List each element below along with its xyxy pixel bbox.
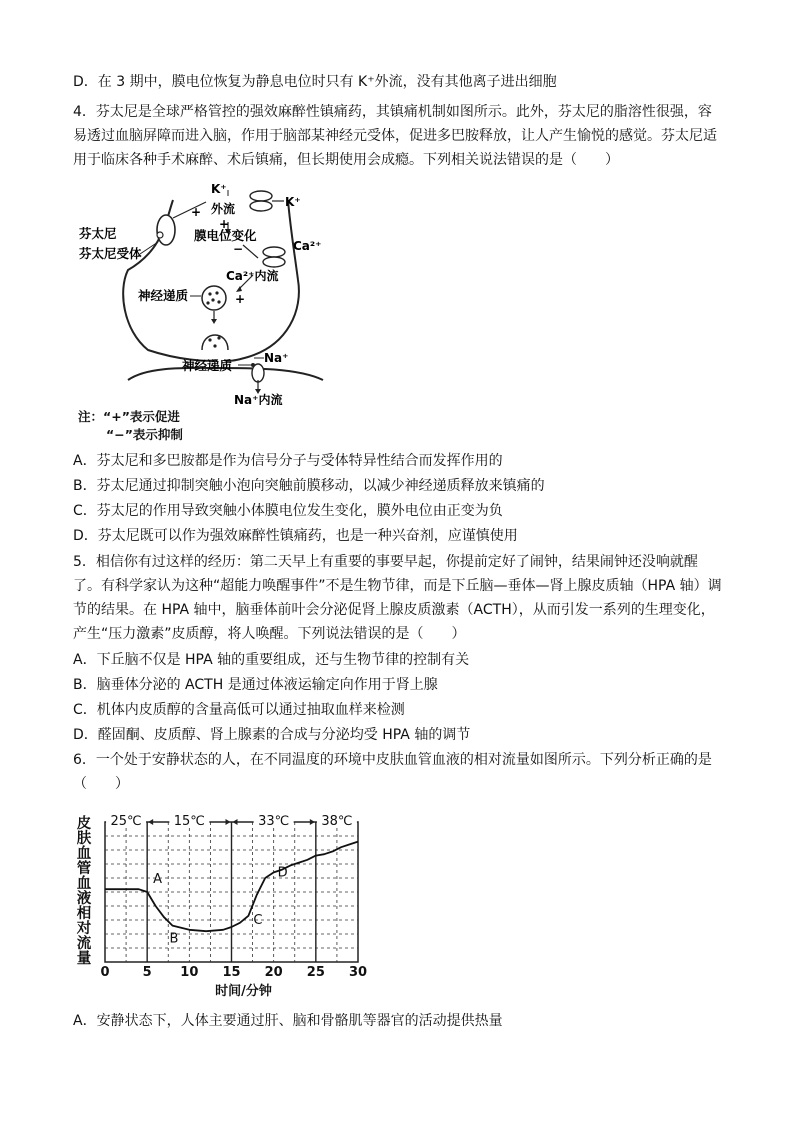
y-axis-label-char: 流	[76, 936, 92, 952]
ca-ion-label: Ca²⁺	[293, 239, 322, 253]
option-d-q3: D．在 3 期中，膜电位恢复为静息电位时只有 K⁺外流，没有其他离子进出细胞	[73, 74, 557, 90]
x-tick-label: 30	[348, 965, 368, 980]
q5-option-c: C．机体内皮质醇的含量高低可以通过抽取血样来检测	[73, 702, 405, 718]
na-ion-label: Na⁺	[264, 351, 289, 365]
band-arrow-left	[233, 819, 238, 825]
q6-option-a: A．安静状态下，人体主要通过肝、脑和骨骼肌等器官的活动提供热量	[73, 1013, 503, 1029]
question-5-stem: 5．相信你有过这样的经历：第二天早上有重要的事要早起，你提前定好了闹钟，结果闹钟还没响就醒了。有科学家认为这种“超能力唤醒事件”不是生物节律，而是下丘脑—垂体—肾上腺皮质轴（HPA 轴）调节的结果。在 HPA 轴中，脑垂体前叶会分泌促肾上腺皮质激素（ACTH），从而引发一系列的生理变化，产生“压力激素”皮质醇，将人唤醒。下列说法错误的是（ ）	[73, 554, 722, 642]
y-axis-label-char: 液	[76, 891, 92, 907]
x-tick-label: 20	[264, 965, 283, 980]
question-6-stem: 6．一个处于安静状态的人，在不同温度的环境中皮肤血管血液的相对流量如图所示。下列分析正确的是（ ）	[73, 752, 712, 792]
y-axis-label-char: 对	[76, 921, 92, 937]
skin-blood-flow-chart	[72, 808, 372, 1000]
temperature-band-label: 38℃	[321, 814, 353, 829]
y-axis-label-char: 血	[76, 876, 92, 892]
x-axis-label: 时间/分钟	[215, 984, 272, 999]
k-efflux-label: 外流	[211, 202, 236, 216]
point-label-d: D	[277, 865, 288, 881]
point-label-c: C	[253, 913, 263, 928]
x-tick-label: 0	[100, 965, 110, 980]
na-influx-label: Na⁺内流	[234, 393, 283, 405]
fentanyl-label: 芬太尼	[79, 226, 117, 241]
x-tick-label: 5	[142, 965, 152, 980]
y-axis-label-char: 相	[76, 906, 92, 922]
fentanyl-mechanism-diagram	[78, 180, 338, 405]
plus-sign: +	[191, 205, 202, 219]
x-tick-label: 15	[222, 965, 241, 980]
fentanyl-receptor-label: 芬太尼受体	[79, 246, 142, 261]
temperature-band-label: 15℃	[173, 814, 205, 829]
band-arrow-right	[310, 819, 315, 825]
figure-note-promote: 注：“+”表示促进	[78, 409, 180, 424]
q5-option-a: A．下丘脑不仅是 HPA 轴的重要组成，还与生物节律的控制有关	[73, 652, 470, 668]
band-arrow-right	[226, 819, 231, 825]
transmitter-label-1: 神经递质	[138, 288, 189, 303]
minus-sign: −	[233, 242, 244, 256]
q4-option-b: B．芬太尼通过抑制突触小泡向突触前膜移动，以减少神经递质释放来镇痛的	[73, 478, 545, 494]
q5-option-d: D．醛固酮、皮质醇、肾上腺素的合成与分泌均受 HPA 轴的调节	[73, 727, 471, 743]
x-tick-label: 25	[306, 965, 325, 980]
plus-sign: +	[219, 217, 230, 231]
figure-note-inhibit: “−”表示抑制	[106, 427, 183, 442]
y-axis-label-char: 管	[76, 861, 92, 877]
k-ion-right-label: K⁺	[285, 195, 301, 209]
y-axis-label-char: 肤	[76, 831, 92, 847]
k-ion-label: K⁺	[211, 182, 227, 196]
point-label-b: B	[169, 931, 179, 947]
membrane-potential-label: 膜电位变化	[194, 228, 257, 243]
q4-option-c: C．芬太尼的作用导致突触小体膜电位发生变化，膜外电位由正变为负	[73, 503, 503, 519]
temperature-band-label: 33℃	[258, 814, 290, 829]
transmitter-label-2: 神经递质	[182, 358, 233, 373]
q4-option-d: D．芬太尼既可以作为强效麻醉性镇痛药，也是一种兴奋剂，应谨慎使用	[73, 528, 518, 544]
q4-option-a: A．芬太尼和多巴胺都是作为信号分子与受体特异性结合而发挥作用的	[73, 453, 503, 469]
y-axis-label-char: 皮	[76, 816, 92, 832]
x-tick-label: 10	[180, 965, 199, 980]
temperature-band-label: 25℃	[110, 814, 142, 829]
band-arrow-left	[148, 819, 153, 825]
ca-influx-label: Ca²⁺内流	[226, 269, 279, 283]
plus-sign: +	[235, 292, 246, 306]
y-axis-label-char: 血	[76, 846, 92, 862]
point-label-a: A	[153, 872, 163, 887]
question-4-stem: 4．芬太尼是全球严格管控的强效麻醉性镇痛药，其镇痛机制如图所示。此外，芬太尼的脂溶性很强，容易透过血脑屏障而进入脑，作用于脑部某神经元受体，促进多巴胺释放，让人产生愉悦的感觉。芬太尼适用于临床各种手术麻醉、术后镇痛，但长期使用会成瘾。下列相关说法错误的是（ ）	[73, 104, 717, 168]
y-axis-label-char: 量	[76, 951, 92, 967]
q5-option-b: B．脑垂体分泌的 ACTH 是通过体液运输定向作用于肾上腺	[73, 677, 438, 693]
